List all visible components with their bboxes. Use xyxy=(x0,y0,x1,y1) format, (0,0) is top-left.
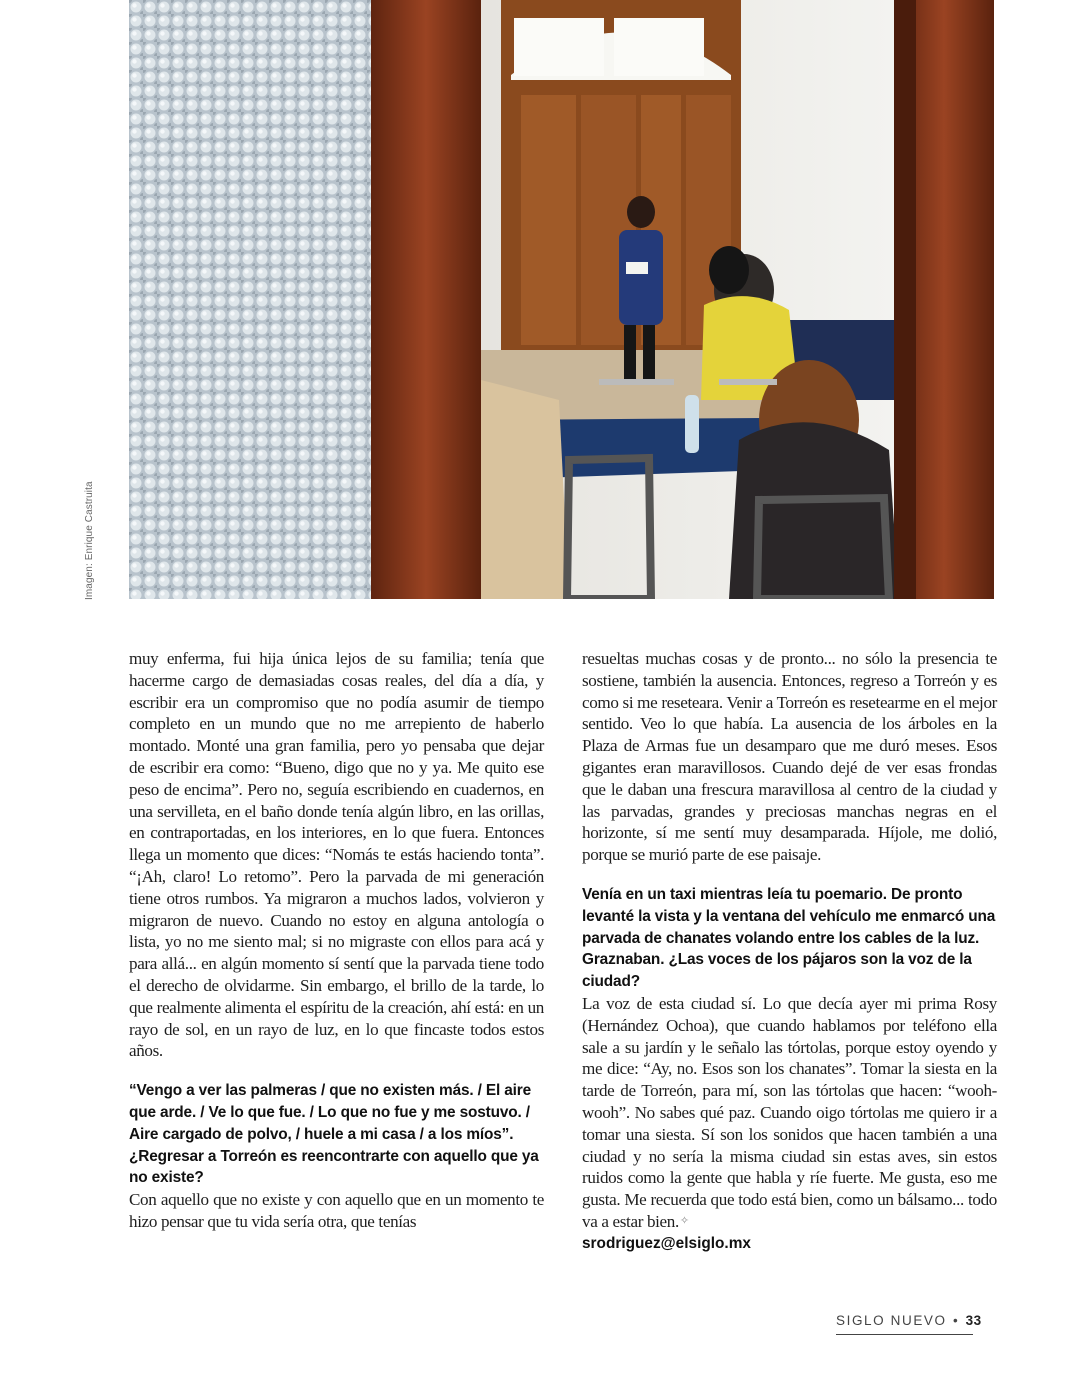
article-column-left xyxy=(129,648,544,1233)
end-mark-icon: ✧ xyxy=(679,1214,689,1227)
page-number: 33 xyxy=(965,1313,982,1328)
frosted-glass xyxy=(129,0,374,599)
interview-answer-wrap xyxy=(582,993,997,1233)
article-photo xyxy=(129,0,994,599)
publication-name: SIGLO NUEVO xyxy=(836,1313,947,1328)
page-footer xyxy=(836,1313,982,1335)
door-frame-left xyxy=(371,0,481,599)
interview-question: “Vengo a ver las palmeras / que no existen más. / El aire que arde. / Ve lo que fue. / Lo que no fue y me sostuvo. / Aire cargado de polvo, / huele a mi casa / a los míos”. ¿Regresar a Torreón es reencontrarte con aquello que ya no existe? xyxy=(129,1082,539,1187)
author-email[interactable]: srodriguez@elsiglo.mx xyxy=(582,1234,751,1252)
body-paragraph: muy enferma, fui hija única lejos de su familia; tenía que hacerme cargo de demasiadas cosas reales, del día a día, y escribir era un compromiso que no podía asumir de tiempo completo en un mundo que no me arrepiento de haberlo montado. Monté una gran familia, pero yo pensaba que dejar de escribir era como: “Bueno, digo que no y ya. Me quito ese peso de encima”. Pero no, seguía escribiendo en cuadernos, en una servilleta, en el baño donde tenía algún libro, en las orillas, en contraportadas, en los interiores, en lo que fuera. Entonces llega un momento que dices: “Nomás te estás haciendo tonta”. “¡Ah, claro! Lo retomo”. Pero la parvada de mi generación tiene otros rumbos. Ya migraron a muchos lados, volvieron y migraron de nuevo. Cuando no estoy en alguna antología o lista, yo no me siento mal; si no migraste con ellos para acá y para allá... en algún momento sí sentí que la parvada tiene todo el derecho de olvidarme. Sin embargo, el brillo de la tarde, lo que realmente alimenta el espíritu de la creación, ahí está: en un rayo de sol, en un rayo de luz, en lo que fincaste todos estos años. xyxy=(129,649,544,1061)
body-paragraph: resueltas muchas cosas y de pronto... no sólo la presencia te sostiene, también la ausencia. Entonces, regreso a Torreón y es como si me reseteara. Venir a Torreón es resetearme en el mejor sentido. Veo lo que había. La ausencia de los árboles en la Plaza de Armas fue un desamparo que me duró meses. Esos gigantes eran maravillosos. Cuando dejé de ver esas frondas que le daban una frescura maravillosa al centro de la ciudad y las parvadas, grandes y preciosas manchas negras en el horizonte, sí me sentí muy desamparada. Híjole, me dolió, porque se murió parte de ese paisaje. xyxy=(582,649,997,865)
interview-answer: La voz de esta ciudad sí. Lo que decía ayer mi prima Rosy (Hernández Ochoa), que cuando hablamos por teléfono ella sale a su jardín y le señalo las tórtolas, porque estoy oyendo y me dice: “Ay, no. Esos son los chanates”. Tomar la siesta en la tarde de Torreón, para mí, son las tórtolas que hacen: “wooh-wooh”. No sabes qué paz. Cuando oigo tórtolas me quiero ir a tomar una siesta. Sí son los sonidos que hacen también a una ciudad y no sería la misma ciudad sin estas aves, sin estos ruidos como la gente que habla y ríe fuerte. Me gusta, eso me gusta. Me recuerda que todo está bien, como un bálsamo... todo va a estar bien. xyxy=(582,993,997,1231)
interview-answer: Con aquello que no existe y con aquello que en un momento te hizo pensar que tu vida sería otra, que tenías xyxy=(129,1190,544,1231)
article-column-right xyxy=(582,648,997,1255)
photo-credit: Imagen: Enrique Castruita xyxy=(84,481,95,600)
classroom-photo-illustration xyxy=(129,0,994,599)
interview-question: Venía en un taxi mientras leía tu poemario. De pronto levanté la vista y la ventana del vehículo me enmarcó una parvada de chanates volando entre los cables de la luz. Graznaban. ¿Las voces de los pájaros son la voz de la ciudad? xyxy=(582,885,996,991)
footer-separator: • xyxy=(952,1313,960,1328)
